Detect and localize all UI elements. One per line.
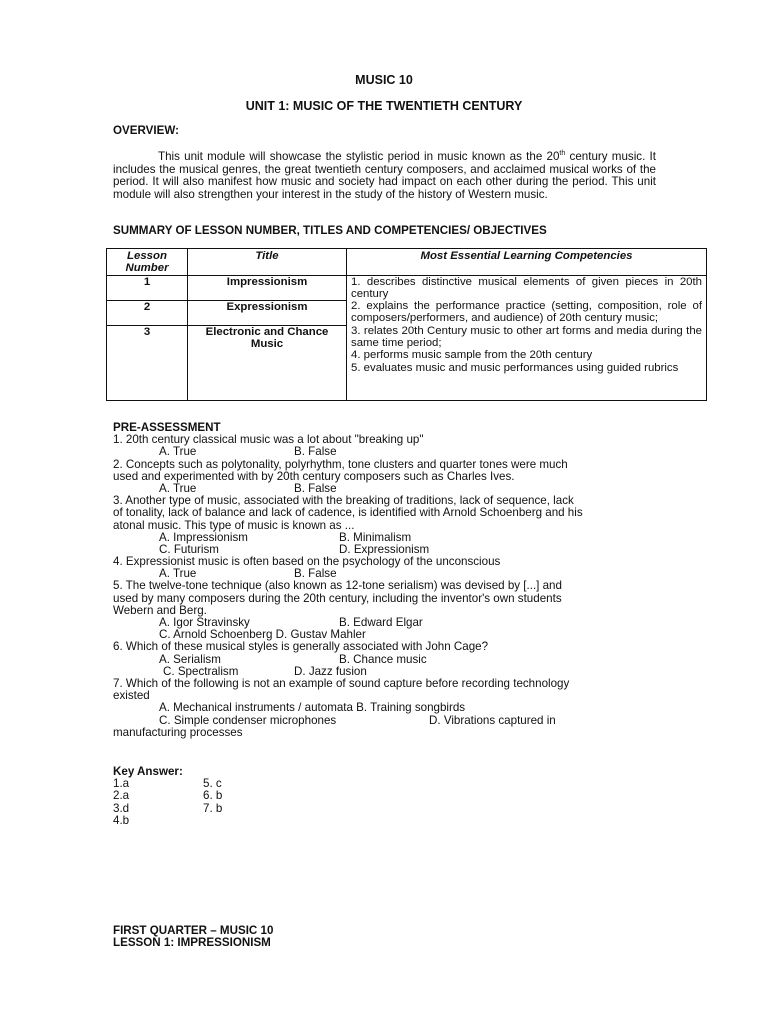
lesson-number-2: 2 [107, 300, 188, 325]
pre-assessment-heading: PRE-ASSESSMENT [113, 421, 221, 434]
competency-item: 3. relates 20th Century music to other art forms and media during the same time period; [351, 324, 702, 350]
competency-item: 4. performs music sample from the 20th century [351, 349, 593, 362]
option-c: C. Futurism [159, 542, 219, 556]
key-item: 6. b [203, 789, 223, 803]
question-5-line-3: Webern and Berg. [113, 603, 207, 617]
question-6-options-ab [113, 654, 658, 666]
question-1: 1. 20th century classical music was a lot about "breaking up" [113, 433, 424, 447]
option-d: D. Vibrations captured in [429, 713, 556, 727]
option-b: B. False [294, 445, 337, 459]
key-item: 2.a [113, 789, 130, 803]
quarter-heading: FIRST QUARTER – MUSIC 10 [113, 924, 274, 937]
key-item: 5. c [203, 777, 222, 791]
option-a: A. Igor Stravinsky [159, 616, 250, 629]
question-7-options-cd [113, 715, 658, 727]
option-b: B. Edward Elgar [339, 616, 423, 629]
pre-assessment-section [113, 422, 658, 739]
option-c: C. Simple condenser microphones [159, 713, 337, 727]
overview-paragraph [113, 151, 656, 201]
key-item: 7. b [203, 801, 223, 815]
key-item: 4.b [113, 813, 130, 827]
lesson-title-3: Electronic and Chance Music [188, 325, 347, 400]
lesson-number-1: 1 [107, 275, 188, 300]
question-6: 6. Which of these musical styles is generally associated with John Cage? [113, 640, 489, 654]
question-7-options-ab [113, 702, 658, 714]
option-ab: A. Mechanical instruments / automata B. Training songbirds [159, 701, 466, 715]
question-7-line-3: manufacturing processes [113, 725, 243, 739]
competency-table [106, 248, 707, 401]
table-row [107, 275, 707, 300]
option-a: A. True [159, 445, 197, 459]
question-1-options [113, 446, 658, 458]
competency-item: 1. describes distinctive musical elements of given pieces in 20th century [351, 275, 702, 300]
question-5-line-1: 5. The twelve-tone technique (also known as 12-tone serialism) was devised by [...] and [113, 579, 562, 593]
option-cd: C. Arnold Schoenberg D. Gustav Mahler [159, 628, 366, 642]
option-b: B. Minimalism [339, 530, 412, 544]
key-row [113, 789, 223, 803]
overview-heading: OVERVIEW: [113, 124, 179, 137]
competency-item: 2. explains the performance practice (setting, composition, role of composers/performers, and audience) of 20th century music; [351, 300, 702, 325]
table-header-row [107, 249, 707, 276]
lesson-heading: LESSON 1: IMPRESSIONISM [113, 936, 271, 949]
key-item: 1.a [113, 777, 130, 791]
column-header-title: Title [188, 249, 347, 276]
key-answer-heading: Key Answer: [113, 765, 183, 778]
option-a: A. True [159, 481, 197, 495]
lesson-title-1: Impressionism [188, 275, 347, 300]
option-a: A. Impressionism [159, 530, 248, 544]
summary-heading: SUMMARY OF LESSON NUMBER, TITLES AND COMPETENCIES/ OBJECTIVES [113, 224, 547, 237]
key-row [113, 801, 223, 815]
overview-text-part1: This unit module will showcase the stylistic period in music known as the 20 [158, 150, 560, 163]
option-d: D. Expressionism [339, 542, 430, 556]
question-7-line-2: existed [113, 689, 150, 703]
question-5-line-2: used by many composers during the 20th century, including the inventor's own students [113, 591, 562, 605]
unit-title: UNIT 1: MUSIC OF THE TWENTIETH CENTURY [245, 99, 523, 113]
competencies-cell [347, 275, 707, 400]
question-3-line-2: of tonality, lack of balance and lack of cadence, is identified with Arnold Schoenberg and his [113, 506, 583, 520]
option-c: C. Spectralism [163, 664, 239, 678]
question-3-line-1: 3. Another type of music, associated with the breaking of traditions, lack of sequence, lack [113, 494, 574, 508]
option-b: B. Chance music [339, 652, 427, 666]
key-item: 3.d [113, 801, 130, 815]
key-answer-section [113, 765, 223, 827]
overview-superscript: th [559, 150, 566, 158]
option-b: B. False [294, 567, 337, 581]
competency-item: 5. evaluates music and music performances using guided rubrics [351, 361, 679, 374]
question-4: 4. Expressionist music is often based on the psychology of the unconscious [113, 555, 501, 569]
lesson-number-3: 3 [107, 325, 188, 400]
lesson-title-2: Expressionism [188, 300, 347, 325]
column-header-competencies: Most Essential Learning Competencies [347, 249, 707, 276]
option-a: A. True [159, 567, 197, 581]
option-b: B. False [294, 481, 337, 495]
overview-text-part2: century music. It includes the musical genres, the great twentieth century composers, and acclaimed musical works of the period. It will also manifest how music and society had impact on each other during the period. This unit module will also strengthen your interest in the study of the history of Western music. [113, 150, 657, 201]
question-2-line-2: used and experimented with by 20th century composers such as Charles Ives. [113, 469, 515, 483]
key-row [113, 815, 183, 827]
option-a: A. Serialism [159, 652, 221, 666]
question-7-line-1: 7. Which of the following is not an example of sound capture before recording technology [113, 676, 570, 690]
question-2-line-1: 2. Concepts such as polytonality, polyrhythm, tone clusters and quarter tones were much [113, 457, 568, 471]
document-subject: MUSIC 10 [355, 73, 413, 87]
question-3-line-3: atonal music. This type of music is known as ... [113, 518, 355, 532]
column-header-lesson-number: Lesson Number [107, 249, 188, 276]
option-d: D. Jazz fusion [294, 664, 367, 678]
